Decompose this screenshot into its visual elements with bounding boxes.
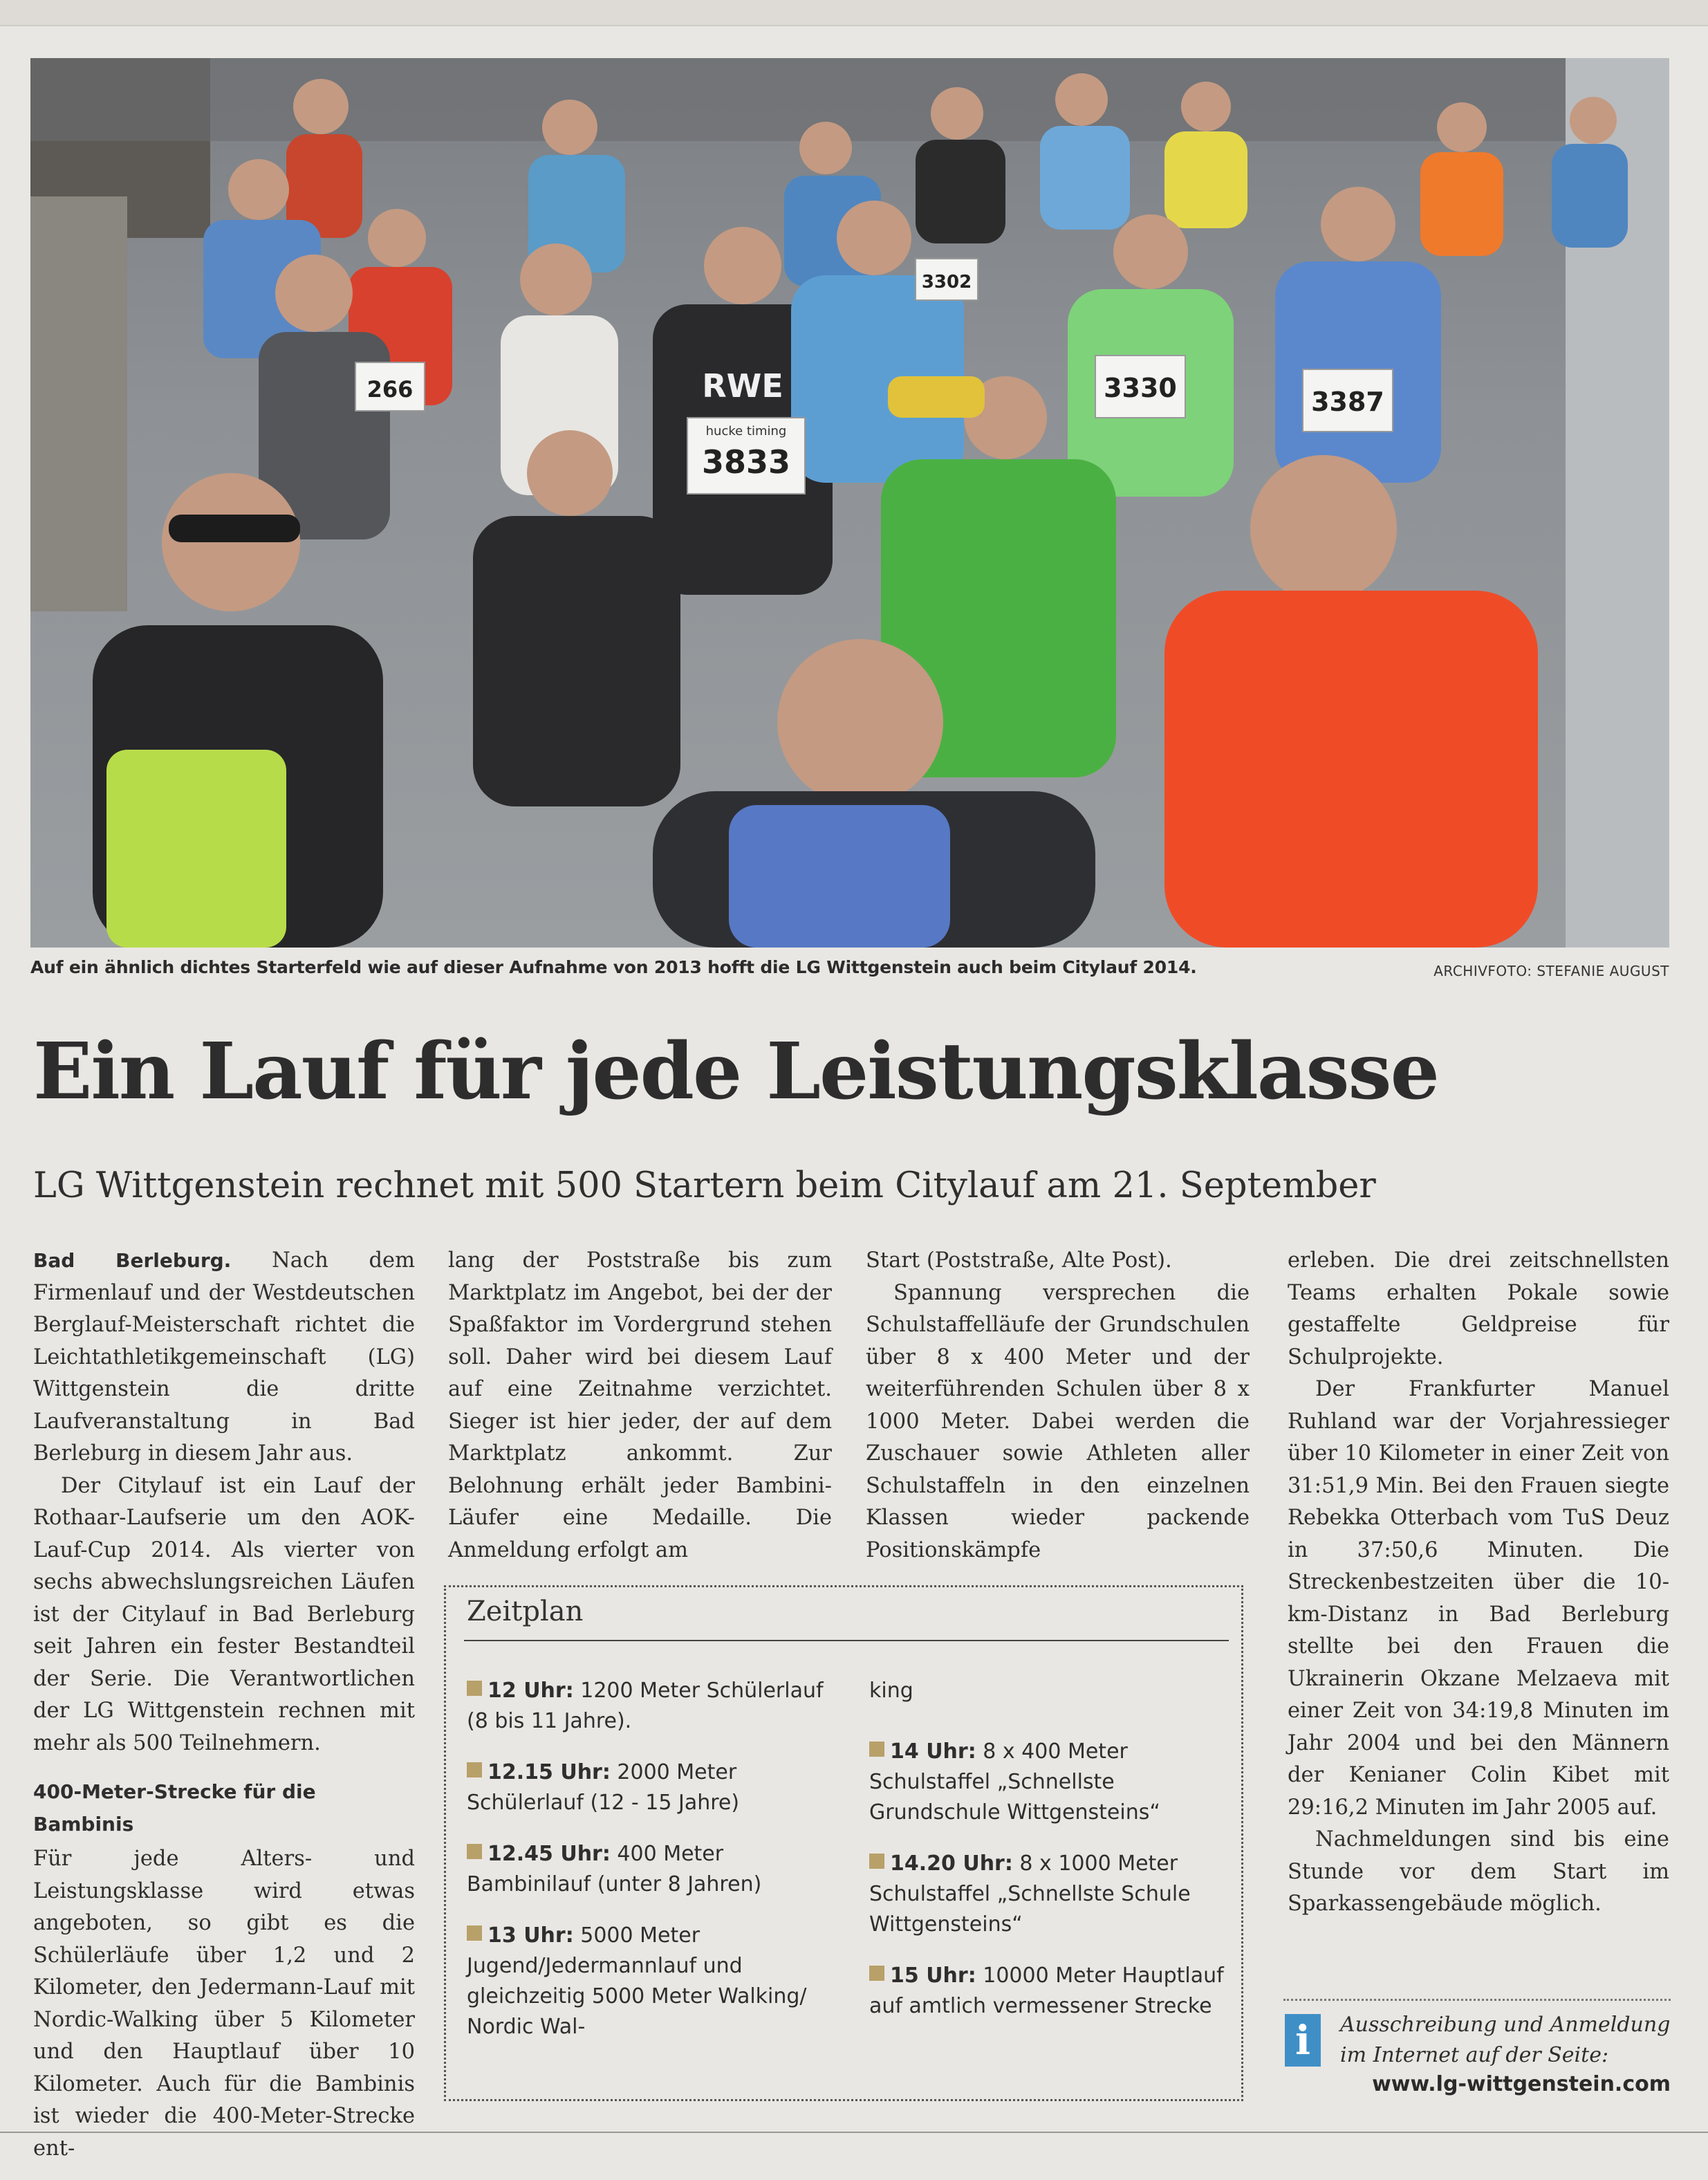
paragraph-intro: Nach dem Firmenlauf und der Westdeutschen Berglauf-Meisterschaft richtet die Leichtathletikgemeinschaft (LG) Wittgenstein die dritte Laufveranstaltung in Bad Berleburg in diesem Jahr aus. <box>33 1248 415 1466</box>
article-column-2 <box>448 1245 832 1567</box>
schedule-divider <box>464 1640 1229 1641</box>
sidewalk-left <box>30 196 127 611</box>
schedule-left-column <box>467 1676 846 2063</box>
article-column-1 <box>33 1245 415 2165</box>
page-top-strip <box>0 0 1708 26</box>
svg-text:3833: 3833 <box>701 443 791 481</box>
crowd-background <box>30 58 1669 141</box>
svg-text:3387: 3387 <box>1311 387 1384 417</box>
bib-3833 <box>687 418 805 494</box>
schedule-title: Zeitplan <box>467 1596 584 1627</box>
bullet-square-icon <box>869 1742 884 1757</box>
article-column-4 <box>1288 1245 1669 1921</box>
schedule-item: 12.15 Uhr: 2000 Meter Schülerlauf (12 - 15 Jahre) <box>467 1760 740 1815</box>
subheadline: LG Wittgenstein rechnet mit 500 Startern beim Citylauf am 21. September <box>33 1165 1376 1206</box>
bib-3387 <box>1303 369 1393 432</box>
svg-text:hucke timing: hucke timing <box>705 424 787 438</box>
bullet-square-icon <box>467 1762 482 1777</box>
schedule-item: 13 Uhr: 5000 Meter Jugend/Jedermannlauf und gleichzeitig 5000 Meter Walking/ Nordic Wal- <box>467 1923 807 2039</box>
info-text: Ausschreibung und Anmeldung im Internet auf der Seite: <box>1340 2013 1671 2067</box>
race-photo <box>30 58 1669 948</box>
info-icon: i <box>1285 2014 1321 2067</box>
schedule-item: 15 Uhr: 10000 Meter Hauptlauf auf amtlich vermessener Strecke <box>869 1964 1224 2018</box>
paragraph: lang der Poststraße bis zum Marktplatz im Angebot, bei der der Spaßfaktor im Vordergrund stehen soll. Daher wird bei diesem Lauf auf eine Zeitnahme verzichtet. Sieger ist hier jeder, der auf dem Marktplatz ankommt. Zur Belohnung erhält jeder Bambini-Läufer eine Medaille. Die Anmeldung erfolgt am <box>448 1248 832 1562</box>
schedule-item: 12 Uhr: 1200 Meter Schülerlauf (8 bis 11 Jahre). <box>467 1679 824 1733</box>
bib-3302 <box>916 259 978 300</box>
svg-text:3302: 3302 <box>921 272 972 293</box>
section-subhead: 400-Meter-Strecke für die Bambinis <box>33 1780 316 1836</box>
article-column-3 <box>866 1245 1250 1567</box>
paragraph: Der Citylauf ist ein Lauf der Rothaar-Laufserie um den AOK-Lauf-Cup 2014. Als vierter von sechs abwechslungsreichen Läufen ist der Citylauf in Bad Berleburg seit Jahren ein fester Bestandteil der Serie. Die Verantwortlichen der LG Wittgenstein rechnen mit mehr als 500 Teilnehmern. <box>33 1473 415 1755</box>
bib-266 <box>355 362 425 411</box>
paragraph: Der Frankfurter Manuel Ruhland war der Vorjahressieger über 10 Kilometer in einer Zeit von 31:51,9 Min. Bei den Frauen siegte Rebekka Otterbach vom TuS Deuz in 37:50,6 Minuten. Die Streckenbestzeiten über die 10-km-Distanz in Bad Berleburg stellte bei den Frauen die Ukrainerin Okzane Melzaeva mit einer Zeit von 34:19,8 Minuten im Jahr 2004 und bei den Männern der Kenianer Colin Kibet mit 29:16,2 Minuten im Jahr 2005 auf. <box>1288 1377 1669 1820</box>
bullet-square-icon <box>467 1844 482 1859</box>
page-bottom-rule <box>0 2132 1708 2133</box>
schedule-box <box>444 1585 1243 2101</box>
photo-credit: ARCHIVFOTO: STEFANIE AUGUST <box>1433 963 1669 979</box>
website-link[interactable]: www.lg-wittgenstein.com <box>1372 2072 1671 2096</box>
schedule-item: 14.20 Uhr: 8 x 1000 Meter Schulstaffel „Schnellste Schule Wittgensteins“ <box>869 1851 1191 1937</box>
paragraph: erleben. Die drei zeitschnellsten Teams erhalten Pokale sowie gestaffelte Geldpreise für Schulprojekte. <box>1288 1248 1669 1369</box>
schedule-right-column <box>869 1676 1236 2042</box>
bullet-square-icon <box>467 1681 482 1696</box>
headline: Ein Lauf für jede Leistungsklasse <box>33 1026 1438 1117</box>
dateline: Bad Berleburg. <box>33 1249 232 1272</box>
svg-text:3330: 3330 <box>1104 373 1177 403</box>
bib-3330 <box>1095 355 1185 418</box>
schedule-item: 12.45 Uhr: 400 Meter Bambinilauf (unter 8 Jahren) <box>467 1842 762 1896</box>
schedule-item: 14 Uhr: 8 x 400 Meter Schulstaffel „Schnellste Grundschule Wittgensteins“ <box>869 1739 1160 1825</box>
paragraph: Spannung versprechen die Schulstaffelläufe der Grundschulen über 8 x 400 Meter und der weiterführenden Schulen über 8 x 1000 Meter. Dabei werden die Zuschauer sowie Athleten aller Schulstaffeln in den einzelnen Klassen wieder packende Positionskämpfe <box>866 1280 1250 1562</box>
bullet-square-icon <box>869 1966 884 1981</box>
info-divider <box>1283 1999 1671 2001</box>
paragraph: Für jede Alters- und Leistungsklasse wird etwas angeboten, so gibt es die Schülerläufe über 1,2 und 2 Kilometer, den Jedermann-Lauf mit Nordic-Walking über 5 Kilometer und den Hauptlauf über 10 Kilometer. Auch für die Bambinis ist wieder die 400-Meter-Strecke ent- <box>33 1847 415 2161</box>
vest-logo: RWE <box>702 367 783 405</box>
bullet-square-icon <box>869 1854 884 1869</box>
svg-text:266: 266 <box>366 376 414 403</box>
bullet-square-icon <box>467 1925 482 1941</box>
schedule-continuation: king <box>869 1679 913 1703</box>
runners-illustration <box>30 58 1669 948</box>
paragraph: Start (Poststraße, Alte Post). <box>866 1248 1172 1273</box>
photo-caption: Auf ein ähnlich dichtes Starterfeld wie auf dieser Aufnahme von 2013 hofft die LG Wittgenstein auch beim Citylauf 2014. <box>30 957 1197 977</box>
paragraph: Nachmeldungen sind bis eine Stunde vor dem Start im Sparkassengebäude möglich. <box>1288 1827 1669 1916</box>
